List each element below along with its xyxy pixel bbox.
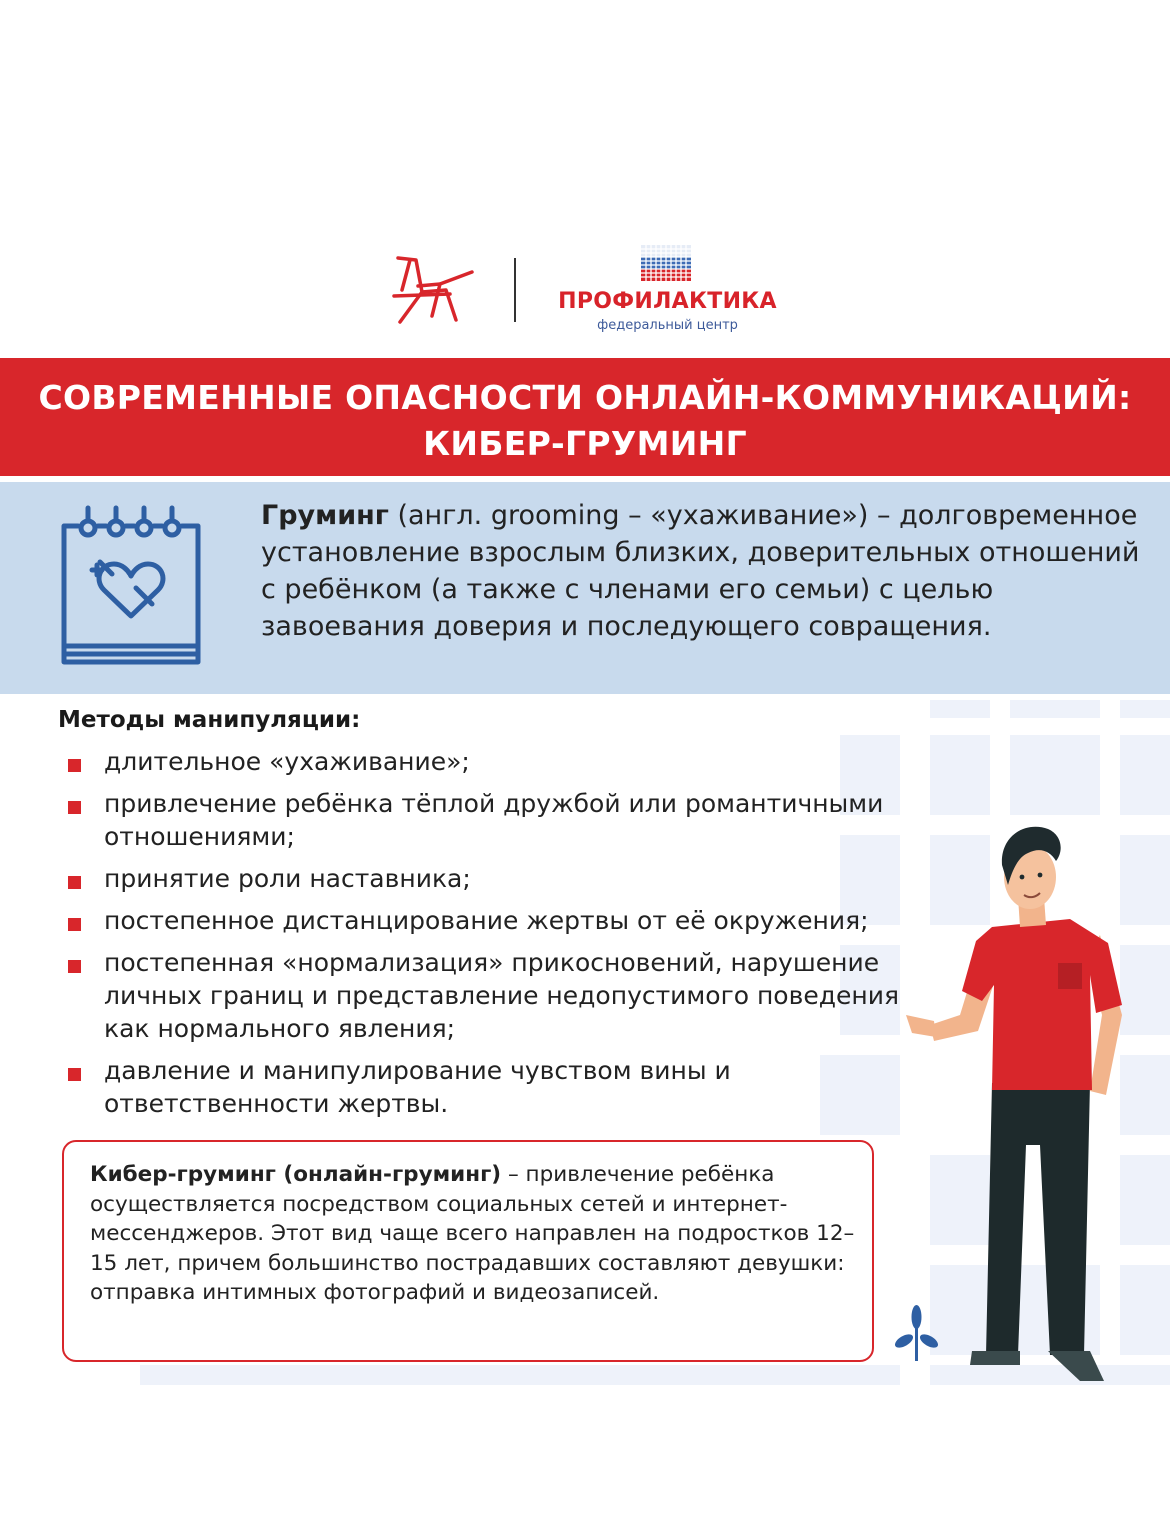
page-title-line-2: КИБЕР-ГРУМИНГ [423,424,747,463]
list-item [66,904,946,937]
list-item-text: привлечение ребёнка тёплой дружбой или романтичными отношениями; [104,789,884,851]
bullet-square-icon [68,801,81,814]
definition-text: (англ. grooming – «ухаживание») – долговременное установление взрослым близких, доверительных отношений с ребёнком (а также с членами его семьи) с целью завоевания доверия и последующего совращения. [261,500,1140,642]
list-item-text: постепенная «нормализация» прикосновений, нарушение личных границ и представление недопустимого поведения как нормального явления; [104,948,900,1043]
cyber-grooming-text [90,1160,860,1308]
man-illustration [900,815,1140,1390]
chair-logo-icon [390,250,480,330]
logo-brand-name: ПРОФИЛАКТИКА [558,289,777,314]
list-item [66,862,946,895]
plant-icon [894,1305,940,1363]
logo-subtitle: федеральный центр [597,318,738,333]
list-item [66,745,946,778]
info-text: – привлечение ребёнка осуществляется посредством социальных сетей и интернет-мессенджеров. Этот вид чаще всего направлен на подростков 12–15 лет, причем большинство пострадавших составляют девушки: отправка интимных фотографий и видеозаписей. [90,1162,855,1305]
methods-list [66,745,946,1129]
cyber-grooming-info-box [62,1140,874,1362]
list-item-text: постепенное дистанцирование жертвы от её окружения; [104,906,869,935]
methods-title: Методы манипуляции: [58,707,361,733]
bullet-square-icon [68,759,81,772]
bullet-square-icon [68,960,81,973]
profilaktika-logo [555,245,780,340]
bullet-square-icon [68,918,81,931]
list-item-text: длительное «ухаживание»; [104,747,470,776]
definition-term: Груминг [261,500,389,531]
list-item [66,787,946,853]
info-term: Кибер-груминг (онлайн-груминг) [90,1162,502,1187]
list-item [66,1054,946,1120]
logo-divider [514,258,516,322]
page-title-line-1: СОВРЕМЕННЫЕ ОПАСНОСТИ ОНЛАЙН-КОММУНИКАЦИЙ: [38,378,1132,417]
list-item [66,946,946,1045]
title-banner [0,358,1170,476]
flag-grid-icon [641,245,691,281]
bullet-square-icon [68,876,81,889]
grooming-definition [261,497,1141,645]
list-item-text: давление и манипулирование чувством вины и ответственности жертвы. [104,1056,731,1118]
list-item-text: принятие роли наставника; [104,864,471,893]
bullet-square-icon [68,1068,81,1081]
calendar-heart-icon [56,504,206,674]
